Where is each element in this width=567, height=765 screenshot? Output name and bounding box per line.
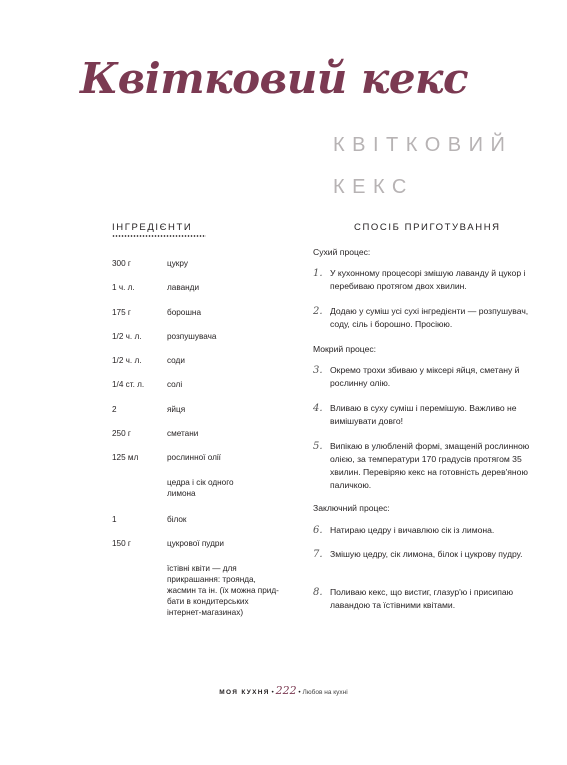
method-step bbox=[313, 524, 541, 537]
ingredient-name: цедра і сік одного лимона bbox=[167, 478, 234, 498]
step-text: Додаю у суміш усі сухі інгредієнти — розпушувач, соду, сіль і борошно. Просіюю. bbox=[330, 306, 529, 329]
ingredient-qty: 250 г bbox=[112, 429, 131, 438]
method-step bbox=[313, 440, 541, 492]
page-number: 222 bbox=[275, 684, 297, 697]
ingredient-qty: 2 bbox=[112, 405, 117, 414]
ingredient-name: солі bbox=[167, 380, 183, 389]
step-number: 4. bbox=[313, 403, 323, 414]
footer-separator: • bbox=[271, 689, 274, 696]
ingredient-qty: 1/4 ст. л. bbox=[112, 380, 145, 389]
step-text: Окремо трохи збиваю у міксері яйця, сметану й рослинну олію. bbox=[330, 365, 520, 388]
ingredient-name: соди bbox=[167, 356, 185, 365]
method-step bbox=[313, 267, 541, 293]
step-number: 3. bbox=[313, 365, 323, 376]
ingredient-name: цукрової пудри bbox=[167, 539, 224, 548]
step-text: Вливаю в суху суміш і перемішую. Важливо не вимішувати довго! bbox=[330, 403, 517, 426]
recipe-spaced-title: КВІТКОВИЙ КЕКС bbox=[333, 134, 513, 198]
ingredients-heading: ІНГРЕДІЄНТИ bbox=[112, 222, 193, 233]
ingredient-name: сметани bbox=[167, 429, 199, 438]
ingredient-name: розпушувача bbox=[167, 332, 217, 341]
method-section-title: Сухий процес: bbox=[313, 247, 371, 257]
step-text: У кухонному процесорі змішую лаванду й цукор і перебиваю протягом двох хвилин. bbox=[330, 268, 526, 291]
method-step bbox=[313, 586, 541, 612]
recipe-script-title: Квітковий кекс bbox=[80, 54, 469, 103]
step-number: 7. bbox=[313, 549, 323, 560]
ingredient-qty: 300 г bbox=[112, 259, 131, 268]
method-section-title: Заключний процес: bbox=[313, 503, 390, 513]
ingredient-name: рослинної олії bbox=[167, 453, 221, 462]
method-heading: СПОСІБ ПРИГОТУВАННЯ bbox=[354, 222, 501, 233]
ingredient-qty: 150 г bbox=[112, 539, 131, 548]
step-number: 8. bbox=[313, 587, 323, 598]
ingredient-name: борошна bbox=[167, 308, 201, 317]
method-step bbox=[313, 548, 541, 561]
magazine-name: МОЯ КУХНЯ bbox=[219, 689, 270, 696]
step-text: Випікаю в улюбленій формі, змащеній рослинною олією, за температури 170 градусів протягом 35 хвилин. Перевіряю кекс на готовність дерев'яною паличкою. bbox=[330, 441, 530, 490]
ingredient-qty: 1 ч. л. bbox=[112, 283, 135, 292]
step-number: 1. bbox=[313, 268, 323, 279]
ingredient-name: цукру bbox=[167, 259, 188, 268]
method-step bbox=[313, 402, 541, 428]
ingredient-qty: 1 bbox=[112, 515, 117, 524]
method-step bbox=[313, 364, 541, 390]
method-step bbox=[313, 305, 541, 331]
ingredient-name: лаванди bbox=[167, 283, 200, 292]
ingredient-qty: 125 мл bbox=[112, 453, 139, 462]
step-text: Натираю цедру і вичавлюю сік із лимона. bbox=[330, 525, 495, 535]
ingredients-dotted-rule bbox=[112, 235, 206, 237]
footer-separator: • bbox=[298, 689, 301, 696]
page-footer bbox=[0, 684, 567, 697]
method-section-title: Мокрий процес: bbox=[313, 344, 377, 354]
step-text: Змішую цедру, сік лимона, білок і цукрову пудру. bbox=[330, 549, 523, 559]
ingredient-qty: 1/2 ч. л. bbox=[112, 332, 142, 341]
ingredient-name: їстівні квіти — для прикрашання: троянда, жасмин та ін. (їх можна прид-бати в кондитерських інтернет-магазинах) bbox=[167, 564, 279, 617]
ingredient-name: яйця bbox=[167, 405, 186, 414]
step-number: 5. bbox=[313, 441, 323, 452]
ingredient-name: білок bbox=[167, 515, 187, 524]
ingredient-qty: 1/2 ч. л. bbox=[112, 356, 142, 365]
step-number: 2. bbox=[313, 306, 323, 317]
ingredient-qty: 175 г bbox=[112, 308, 131, 317]
step-number: 6. bbox=[313, 525, 323, 536]
section-name: Любов на кухні bbox=[302, 689, 348, 696]
step-text: Поливаю кекс, що вистиг, глазур'ю і присипаю лавандою та їстівними квітами. bbox=[330, 587, 514, 610]
